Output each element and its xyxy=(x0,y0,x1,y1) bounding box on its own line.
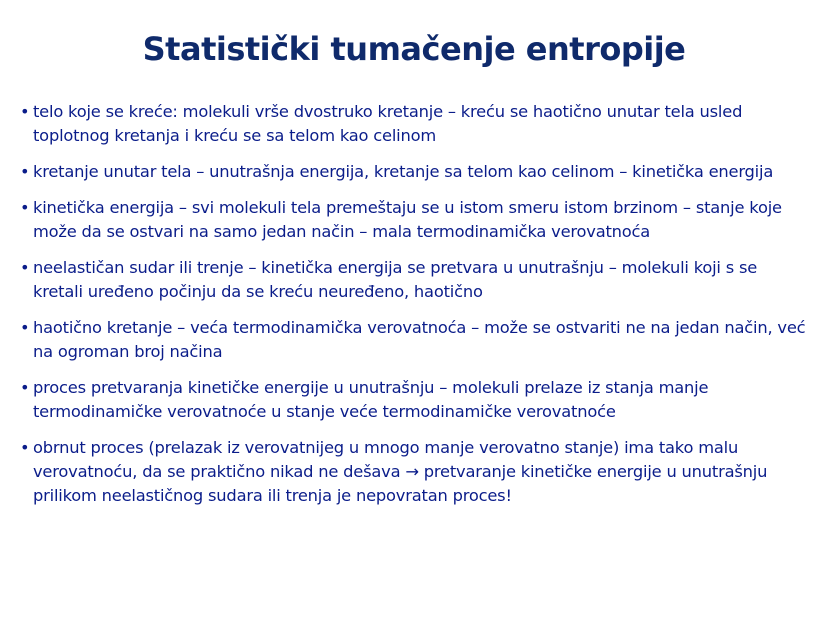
bullet-dot-icon: • xyxy=(20,102,30,121)
bullet-text: proces pretvaranja kinetičke energije u unutrašnju – molekuli prelaze iz stanja manje termodinamičke verovatnoće u stanje veće termodinamičke verovatnoće xyxy=(33,378,709,421)
bullet-item xyxy=(20,316,810,364)
bullet-list xyxy=(20,100,810,520)
bullet-dot-icon: • xyxy=(20,318,30,337)
bullet-item xyxy=(20,196,810,244)
bullet-text: kretanje unutar tela – unutrašnja energija, kretanje sa telom kao celinom – kinetička energija xyxy=(33,162,774,181)
bullet-text: obrnut proces (prelazak iz verovatnijeg u mnogo manje verovatno stanje) ima tako malu verovatnoću, da se praktično nikad ne dešava → pretvaranje kinetičke energije u unutrašnju prilikom neelastičnog sudara ili trenja je nepovratan proces! xyxy=(33,438,768,505)
bullet-text: kinetička energija – svi molekuli tela premeštaju se u istom smeru istom brzinom – stanje koje može da se ostvari na samo jedan način – mala termodinamička verovatnoća xyxy=(33,198,782,241)
slide-title: Statistički tumačenje entropije xyxy=(142,30,686,68)
bullet-dot-icon: • xyxy=(20,198,30,217)
bullet-item xyxy=(20,376,810,424)
bullet-item xyxy=(20,160,810,184)
bullet-dot-icon: • xyxy=(20,378,30,397)
bullet-item xyxy=(20,256,810,304)
bullet-item xyxy=(20,100,810,148)
bullet-dot-icon: • xyxy=(20,162,30,181)
bullet-text: haotično kretanje – veća termodinamička verovatnoća – može se ostvariti ne na jedan način, već na ogroman broj načina xyxy=(33,318,806,361)
bullet-dot-icon: • xyxy=(20,258,30,277)
bullet-text: neelastičan sudar ili trenje – kinetička energija se pretvara u unutrašnju – molekuli koji s se kretali uređeno počinju da se kreću neuređeno, haotično xyxy=(33,258,758,301)
bullet-item xyxy=(20,436,810,508)
bullet-text: telo koje se kreće: molekuli vrše dvostruko kretanje – kreću se haotično unutar tela usled toplotnog kretanja i kreću se sa telom kao celinom xyxy=(33,102,743,145)
bullet-dot-icon: • xyxy=(20,438,30,457)
